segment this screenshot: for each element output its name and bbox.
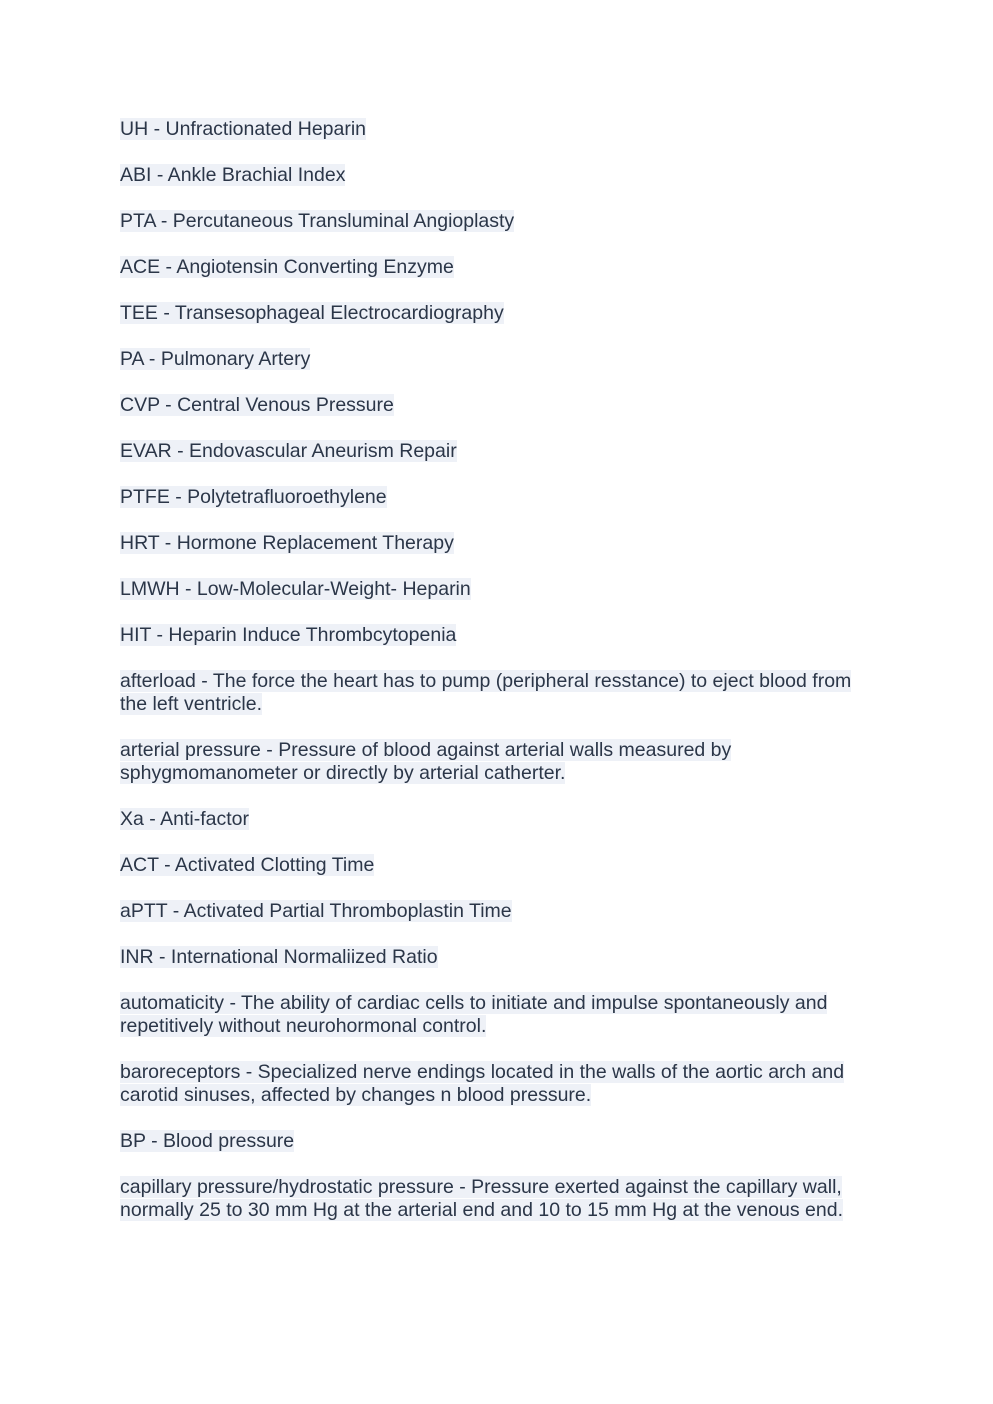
term-text: HRT - Hormone Replacement Therapy xyxy=(120,532,454,554)
term-text: ACT - Activated Clotting Time xyxy=(120,854,375,876)
term-text: UH - Unfractionated Heparin xyxy=(120,118,367,140)
term-entry xyxy=(120,164,875,187)
term-text: HIT - Heparin Induce Thrombcytopenia xyxy=(120,624,457,646)
term-entry xyxy=(120,1061,875,1107)
term-text: arterial pressure - Pressure of blood against arterial walls measured by sphygmomanometer or directly by arterial catherter. xyxy=(120,739,732,784)
term-text: PA - Pulmonary Artery xyxy=(120,348,311,370)
term-list xyxy=(120,118,875,1245)
term-entry xyxy=(120,946,875,969)
term-text: aPTT - Activated Partial Thromboplastin Time xyxy=(120,900,512,922)
term-text: automaticity - The ability of cardiac cells to initiate and impulse spontaneously and repetitively without neurohormonal control. xyxy=(120,992,828,1037)
term-entry xyxy=(120,394,875,417)
term-entry xyxy=(120,348,875,371)
term-entry xyxy=(120,578,875,601)
term-text: LMWH - Low-Molecular-Weight- Heparin xyxy=(120,578,471,600)
term-entry xyxy=(120,302,875,325)
term-entry xyxy=(120,486,875,509)
term-entry xyxy=(120,440,875,463)
term-text: baroreceptors - Specialized nerve endings located in the walls of the aortic arch and carotid sinuses, affected by changes n blood pressure. xyxy=(120,1061,845,1106)
term-entry xyxy=(120,808,875,831)
term-text: EVAR - Endovascular Aneurism Repair xyxy=(120,440,457,462)
term-entry xyxy=(120,739,875,785)
term-entry xyxy=(120,118,875,141)
term-text: ACE - Angiotensin Converting Enzyme xyxy=(120,256,454,278)
term-text: afterload - The force the heart has to pump (peripheral resstance) to eject blood from the left ventricle. xyxy=(120,670,852,715)
term-text: TEE - Transesophageal Electrocardiography xyxy=(120,302,504,324)
term-text: ABI - Ankle Brachial Index xyxy=(120,164,346,186)
term-entry xyxy=(120,900,875,923)
term-text: capillary pressure/hydrostatic pressure - Pressure exerted against the capillary wall, normally 25 to 30 mm Hg at the arterial end and 10 to 15 mm Hg at the venous end. xyxy=(120,1176,843,1221)
term-text: PTA - Percutaneous Transluminal Angioplasty xyxy=(120,210,515,232)
term-entry xyxy=(120,1176,875,1222)
term-entry xyxy=(120,670,875,716)
term-entry xyxy=(120,1130,875,1153)
term-entry xyxy=(120,532,875,555)
term-text: Xa - Anti-factor xyxy=(120,808,249,830)
term-entry xyxy=(120,624,875,647)
term-text: INR - International Normaliized Ratio xyxy=(120,946,438,968)
term-text: CVP - Central Venous Pressure xyxy=(120,394,394,416)
term-text: BP - Blood pressure xyxy=(120,1130,295,1152)
term-entry xyxy=(120,210,875,233)
term-entry xyxy=(120,992,875,1038)
term-entry xyxy=(120,256,875,279)
term-text: PTFE - Polytetrafluoroethylene xyxy=(120,486,387,508)
term-entry xyxy=(120,854,875,877)
